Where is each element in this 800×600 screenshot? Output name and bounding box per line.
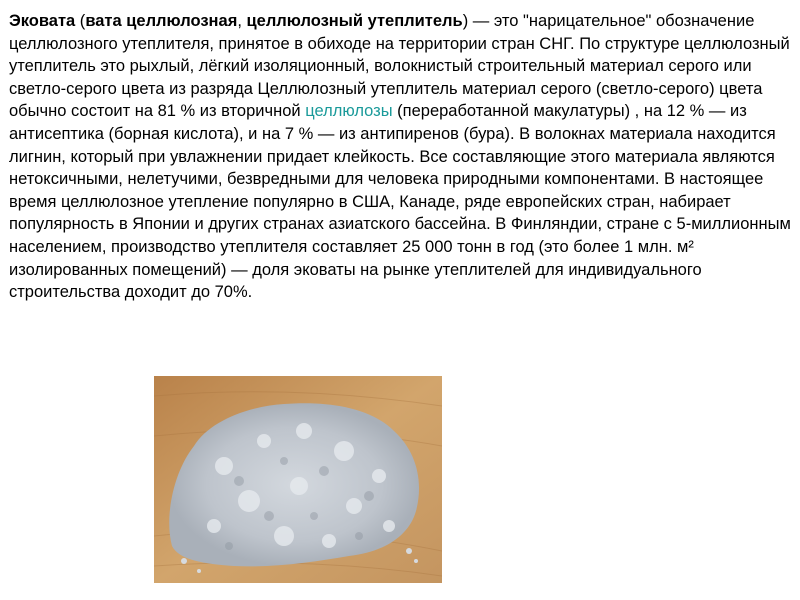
synonym-1: вата целлюлозная xyxy=(85,12,238,30)
term: Эковата xyxy=(9,12,76,30)
paragraph-part-1: — это "нарицательное" обозначение целлюлозного утеплителя, принятое в обиходе на территории стран СНГ. По структуре целлюлозный утеплитель это рыхлый, лёгкий изоляционный, волокнистый строительный материал серого или светло-серого цвета из разряда Целлюлозный утеплитель материал серого (светло-серого) цвета обычно состоит на 81 % из вторичной xyxy=(9,12,790,121)
paragraph-part-2: (переработанной макулатуры) , на 12 % — из антисептика (борная кислота), и на 7 % — из антипиренов (бура). В волокнах материала находится лигнин, который при увлажнении придает клейкость. Все составляющие этого материала являются нетоксичными, нелетучими, безвредными для человека природными компонентами. В настоящее время целлюлозное утепление популярно в США, Канаде, ряде европейских стран, набирает популярность в Японии и других странах азиатского бассейна. В Финляндии, стране с 5-миллионным населением, производство утеплителя составляет 25 000 тонн в год (это более 1 млн. м² изолированных помещений) — доля эковаты на рынке утеплителей для индивидуального строительства доходит до 70%. xyxy=(9,102,791,302)
synonym-2: целлюлозный утеплитель xyxy=(246,12,463,30)
article-text xyxy=(9,10,791,304)
comma: , xyxy=(237,12,247,30)
cellulose-link[interactable]: целлюлозы xyxy=(305,102,393,121)
open-paren: ( xyxy=(75,12,86,30)
close-paren: ) xyxy=(462,12,469,30)
ecowool-photo xyxy=(154,376,442,583)
